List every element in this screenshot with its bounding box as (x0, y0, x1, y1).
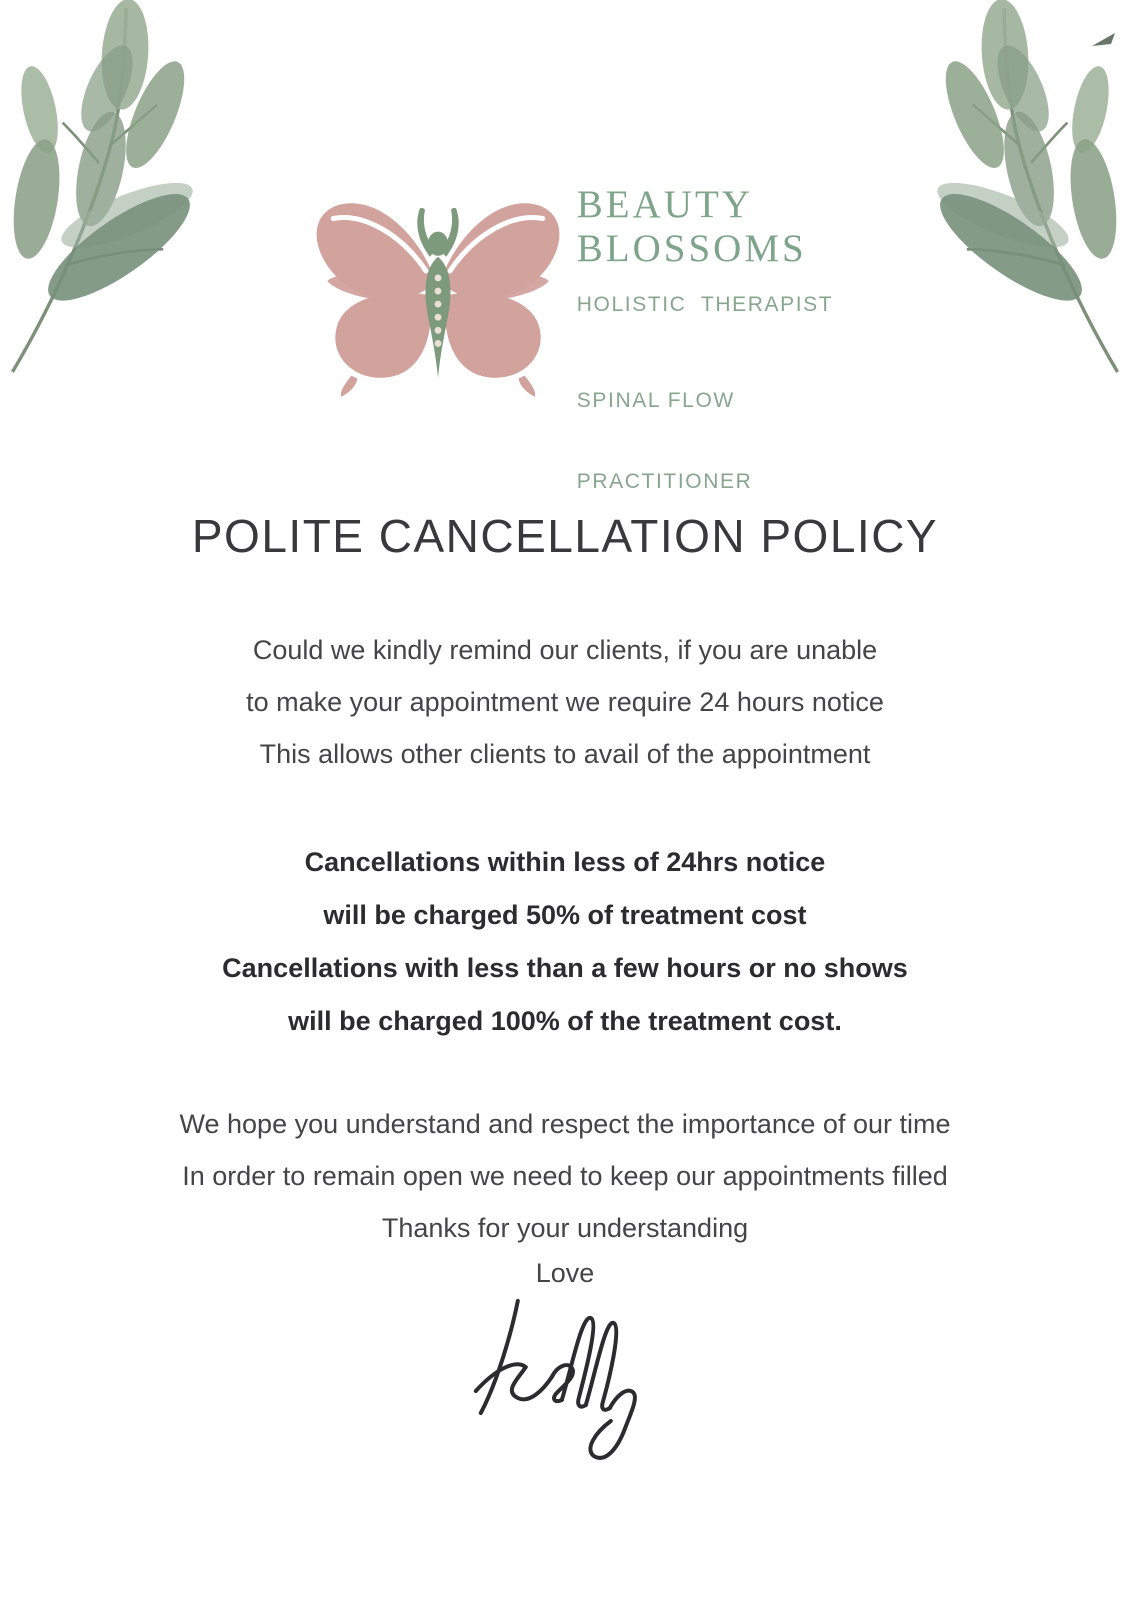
policy-line-4: will be charged 100% of the treatment cost. (288, 1006, 842, 1036)
brand-block (577, 175, 833, 549)
closing-line-2: In order to remain open we need to keep our appointments filled (182, 1161, 948, 1191)
brand-subtitle-spinal-line-2: PRACTITIONER (576, 470, 753, 493)
butterfly-logo-icon (297, 175, 579, 399)
brand-line-2: BLOSSOMS (576, 227, 807, 270)
brand-subtitle-spinal-line-1: SPINAL FLOW (576, 389, 735, 412)
signature-kelly (464, 1296, 654, 1466)
brand-line-1: BEAUTY (576, 183, 753, 226)
intro-line-1: Could we kindly remind our clients, if you are unable (252, 635, 878, 665)
intro-line-2: to make your appointment we require 24 hours notice (246, 687, 884, 717)
closing-line-3: Thanks for your understanding (381, 1213, 749, 1243)
brand-name (577, 183, 833, 271)
closing-line-1: We hope you understand and respect the importance of our time (179, 1109, 951, 1139)
page-title: POLITE CANCELLATION POLICY (191, 510, 939, 562)
closing-paragraph (0, 1098, 1130, 1254)
intro-paragraph (0, 624, 1130, 780)
policy-line-1: Cancellations within less of 24hrs notice (304, 847, 826, 877)
intro-line-3: This allows other clients to avail of the appointment (259, 739, 871, 769)
leaf-fragment-icon (1092, 32, 1116, 50)
brand-subtitle-holistic: HOLISTIC THERAPIST (576, 293, 834, 316)
policy-paragraph (0, 836, 1130, 1048)
logo (0, 175, 1130, 549)
policy-line-3: Cancellations with less than a few hours or no shows (222, 953, 908, 983)
policy-line-2: will be charged 50% of treatment cost (323, 900, 807, 930)
signoff-love: Love (535, 1258, 595, 1288)
